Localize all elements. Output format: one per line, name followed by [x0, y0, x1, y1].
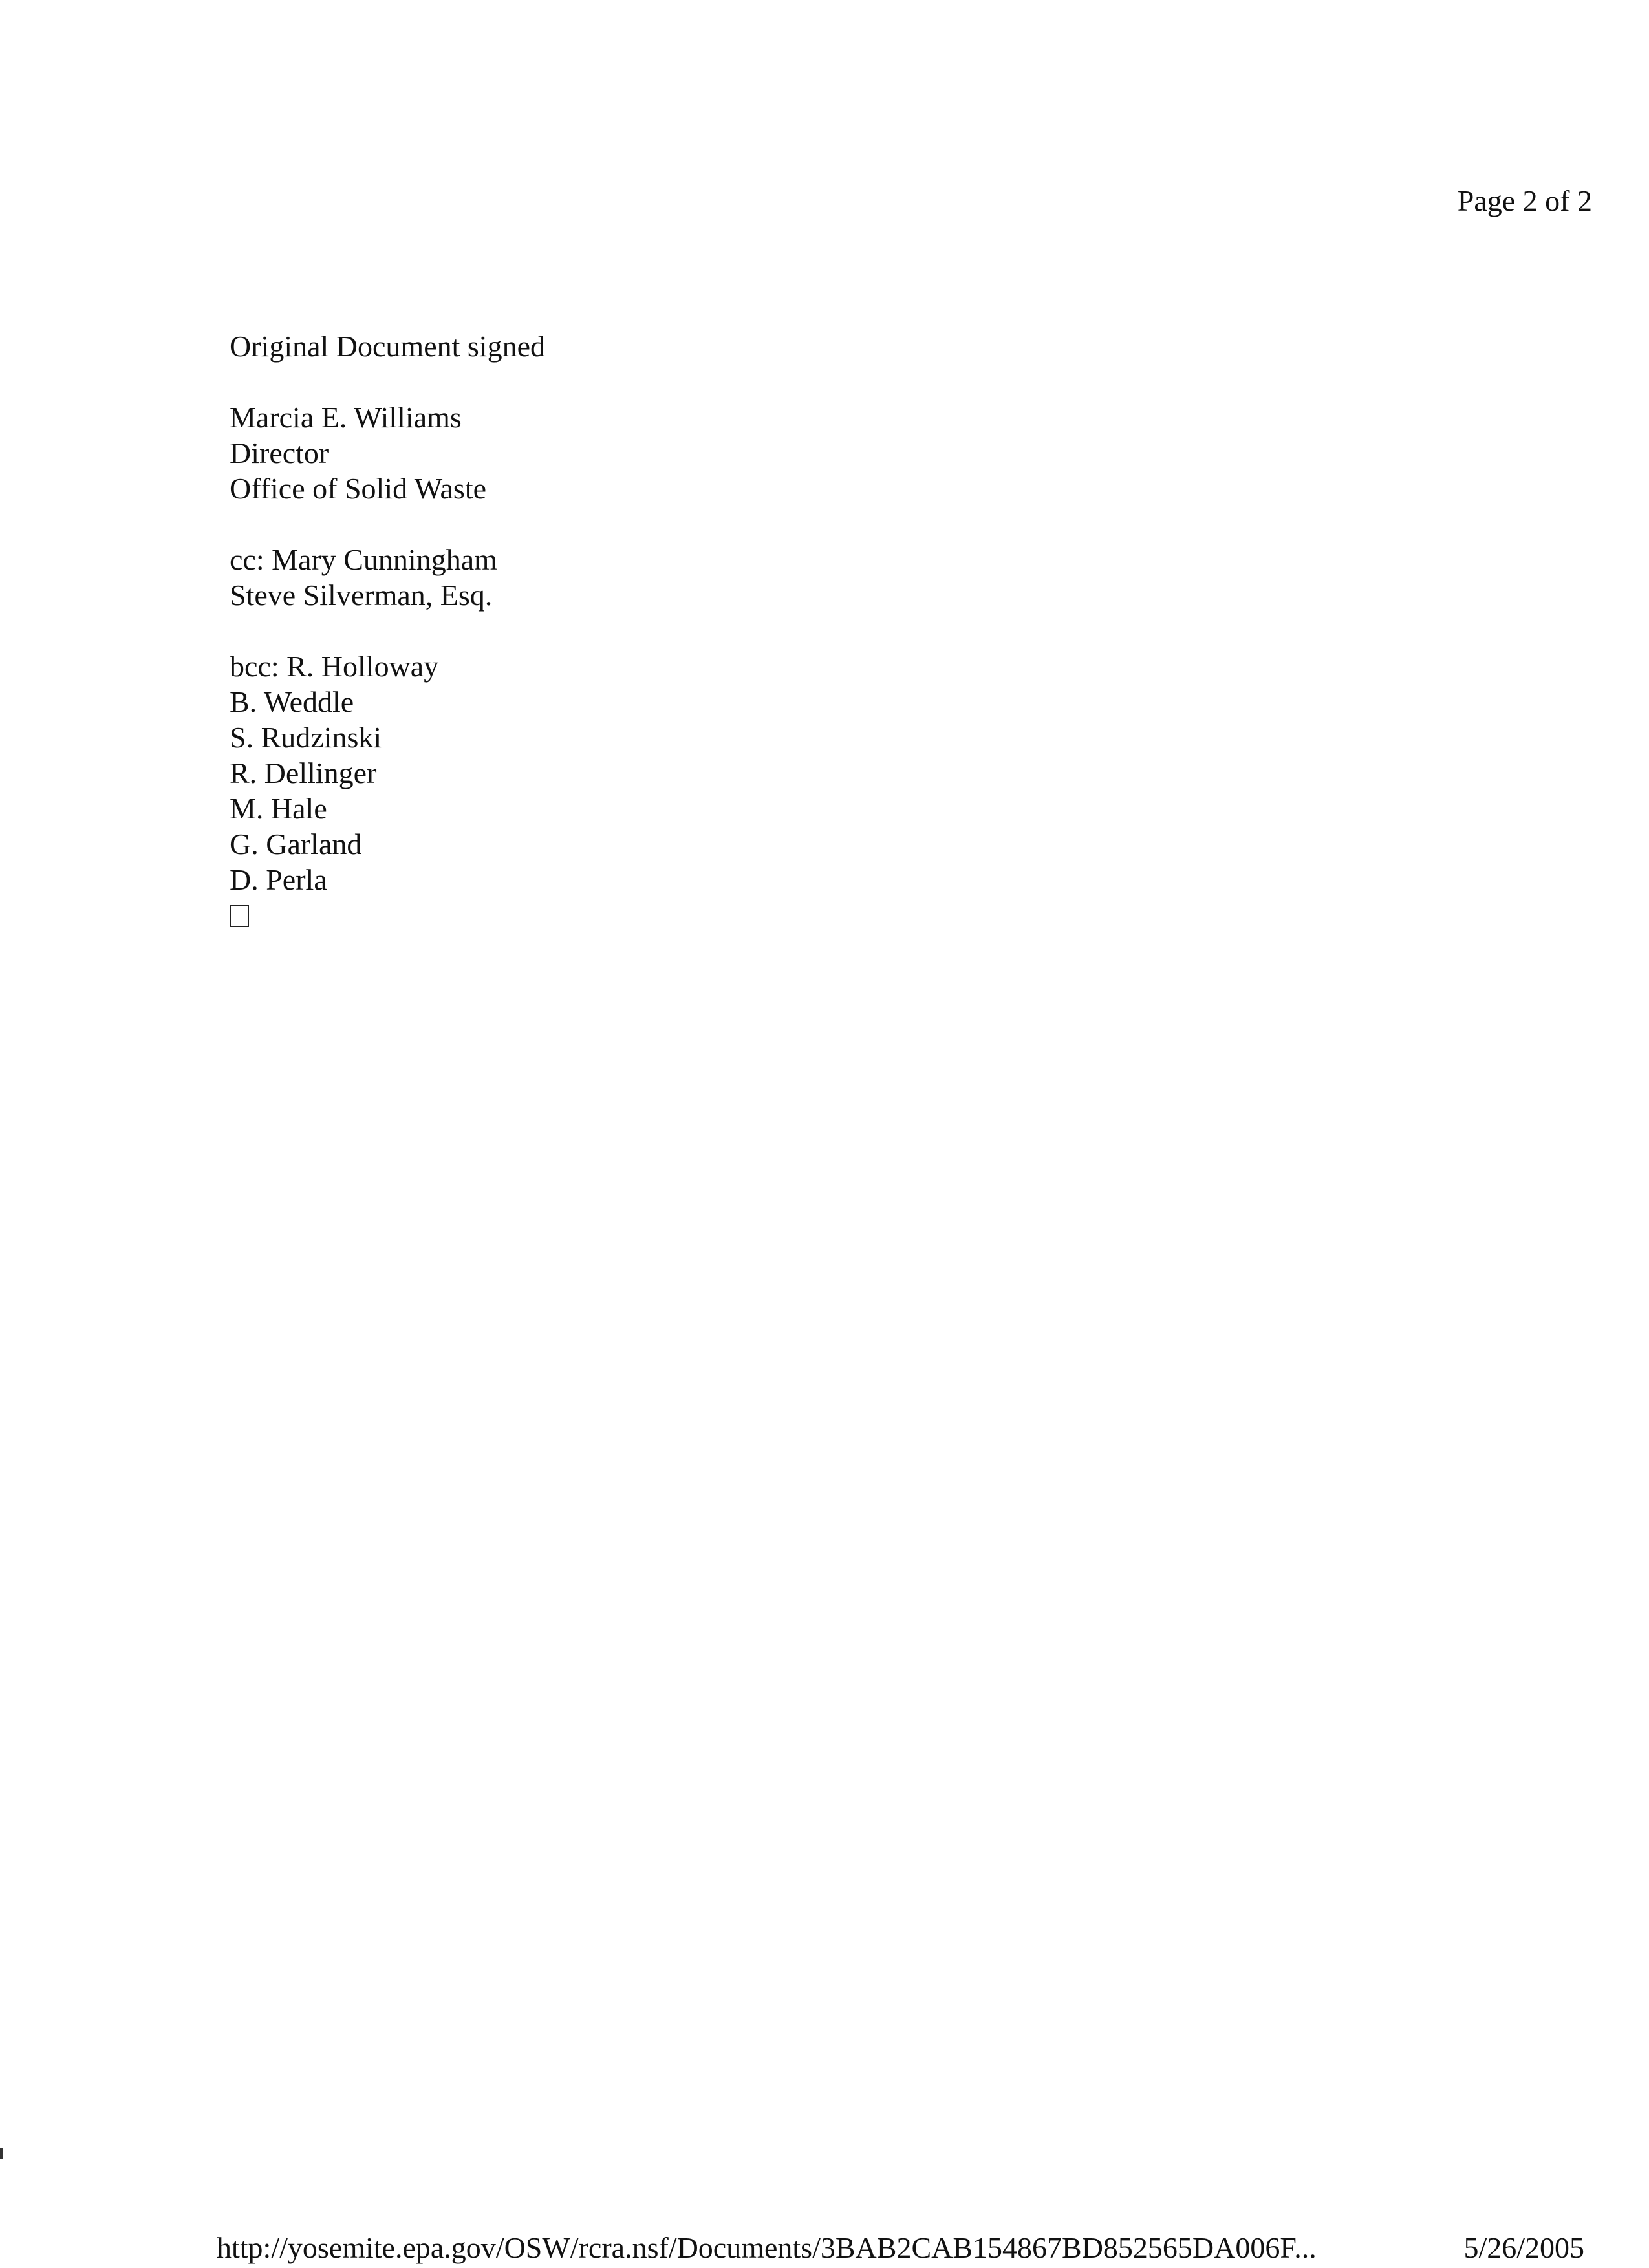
page-number: Page 2 of 2: [1457, 184, 1592, 217]
empty-box-line: [230, 897, 545, 933]
bcc-line: R. Dellinger: [230, 756, 377, 789]
empty-box-icon: [230, 905, 249, 927]
footer-date: 5/26/2005: [1463, 2231, 1584, 2264]
scan-mark: [0, 2148, 3, 2159]
cc-line: cc: Mary Cunningham: [230, 543, 497, 576]
signer-office: Office of Solid Waste: [230, 472, 487, 505]
bcc-line: bcc: R. Holloway: [230, 650, 439, 683]
signer-name: Marcia E. Williams: [230, 401, 462, 434]
bcc-line: D. Perla: [230, 863, 327, 896]
spacer: [230, 364, 545, 400]
bcc-line: B. Weddle: [230, 685, 354, 718]
signature-note: Original Document signed: [230, 330, 546, 363]
bcc-line: S. Rudzinski: [230, 721, 382, 754]
bcc-line: G. Garland: [230, 828, 362, 861]
footer-url: http://yosemite.epa.gov/OSW/rcra.nsf/Documents/3BAB2CAB154867BD852565DA006F...: [217, 2231, 1317, 2264]
spacer: [230, 613, 545, 648]
cc-line: Steve Silverman, Esq.: [230, 579, 493, 612]
signer-title: Director: [230, 436, 329, 469]
spacer: [230, 506, 545, 542]
letter-closing: [230, 328, 545, 933]
bcc-line: M. Hale: [230, 792, 327, 825]
